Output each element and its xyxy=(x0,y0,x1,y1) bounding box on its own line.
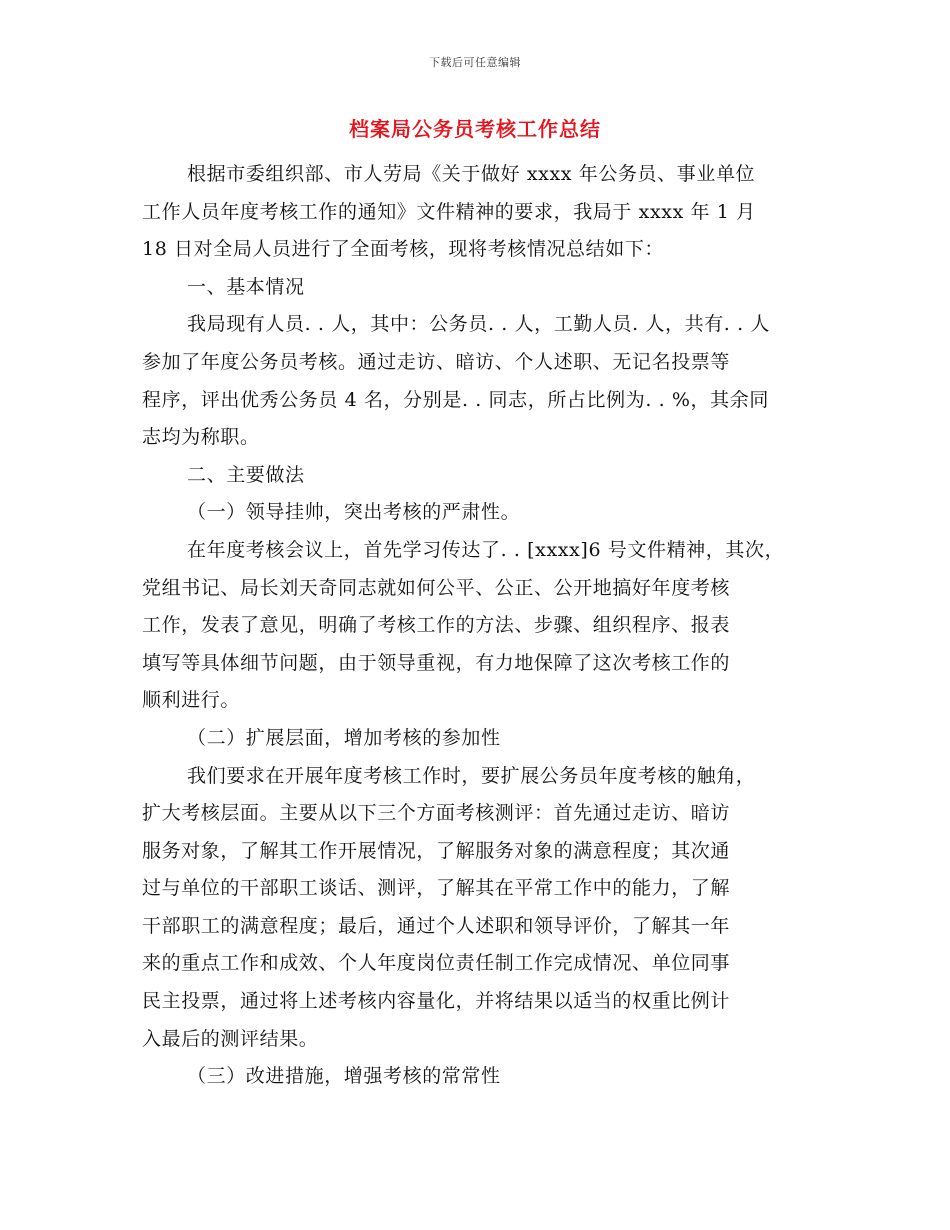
text-line: 18 日对全局人员进行了全面考核，现将考核情况总结如下： xyxy=(142,238,665,261)
text-line: 二、主要做法 xyxy=(187,463,305,486)
text-line: 一、基本情况 xyxy=(187,275,305,298)
text-line: 根据市委组织部、市人劳局《关于做好 xxxx 年公务员、事业单位 xyxy=(187,163,756,185)
text-line: 过与单位的干部职工谈话、测评，了解其在平常工作中的能力，了解 xyxy=(142,877,731,900)
text-line: 工作人员年度考核工作的通知》文件精神的要求，我局于 xxxx 年 1 月 xyxy=(142,200,756,223)
text-line: 民主投票，通过将上述考核内容量化，并将结果以适当的权重比例计 xyxy=(142,990,731,1013)
text-line: 志均为称职。 xyxy=(142,426,260,449)
document-title: 档案局公务员考核工作总结 xyxy=(349,117,601,141)
text-line: 来的重点工作和成效、个人年度岗位责任制工作完成情况、单位同事 xyxy=(142,952,731,975)
text-line: 我局现有人员. . 人，其中：公务员. . 人，工勤人员. 人，共有. . 人 xyxy=(187,313,770,336)
text-line: 填写等具体细节问题，由于领导重视，有力地保障了这次考核工作的 xyxy=(142,651,731,674)
text-line: 入最后的测评结果。 xyxy=(142,1027,319,1050)
text-line: （二）扩展层面，增加考核的参加性 xyxy=(187,726,501,749)
text-line: 参加了年度公务员考核。通过走访、暗访、个人述职、无记名投票等 xyxy=(142,350,731,373)
text-line: 干部职工的满意程度；最后，通过个人述职和领导评价，了解其一年 xyxy=(142,914,731,937)
text-line: 党组书记、局长刘天奇同志就如何公平、公正、公开地搞好年度考核 xyxy=(142,576,731,599)
text-line: （一）领导挂帅，突出考核的严肃性。 xyxy=(187,501,521,524)
text-line: 在年度考核会议上，首先学习传达了. . [xxxx]6 号文件精神，其次， xyxy=(187,538,785,561)
text-line: 顺利进行。 xyxy=(142,689,241,712)
header-note: 下载后可任意编辑 xyxy=(429,56,521,69)
text-line: 扩大考核层面。主要从以下三个方面考核测评：首先通过走访、暗访 xyxy=(142,802,731,825)
text-line: 服务对象，了解其工作开展情况，了解服务对象的满意程度；其次通 xyxy=(142,839,731,862)
text-line: （三）改进措施，增强考核的常常性 xyxy=(187,1065,501,1088)
text-line: 我们要求在开展年度考核工作时，要扩展公务员年度考核的触角， xyxy=(187,764,756,787)
text-line: 程序，评出优秀公务员 4 名，分别是. . 同志，所占比例为. . %，其余同 xyxy=(142,388,769,411)
document-body xyxy=(142,156,842,1096)
text-line: 工作，发表了意见，明确了考核工作的方法、步骤、组织程序、报表 xyxy=(142,614,731,637)
